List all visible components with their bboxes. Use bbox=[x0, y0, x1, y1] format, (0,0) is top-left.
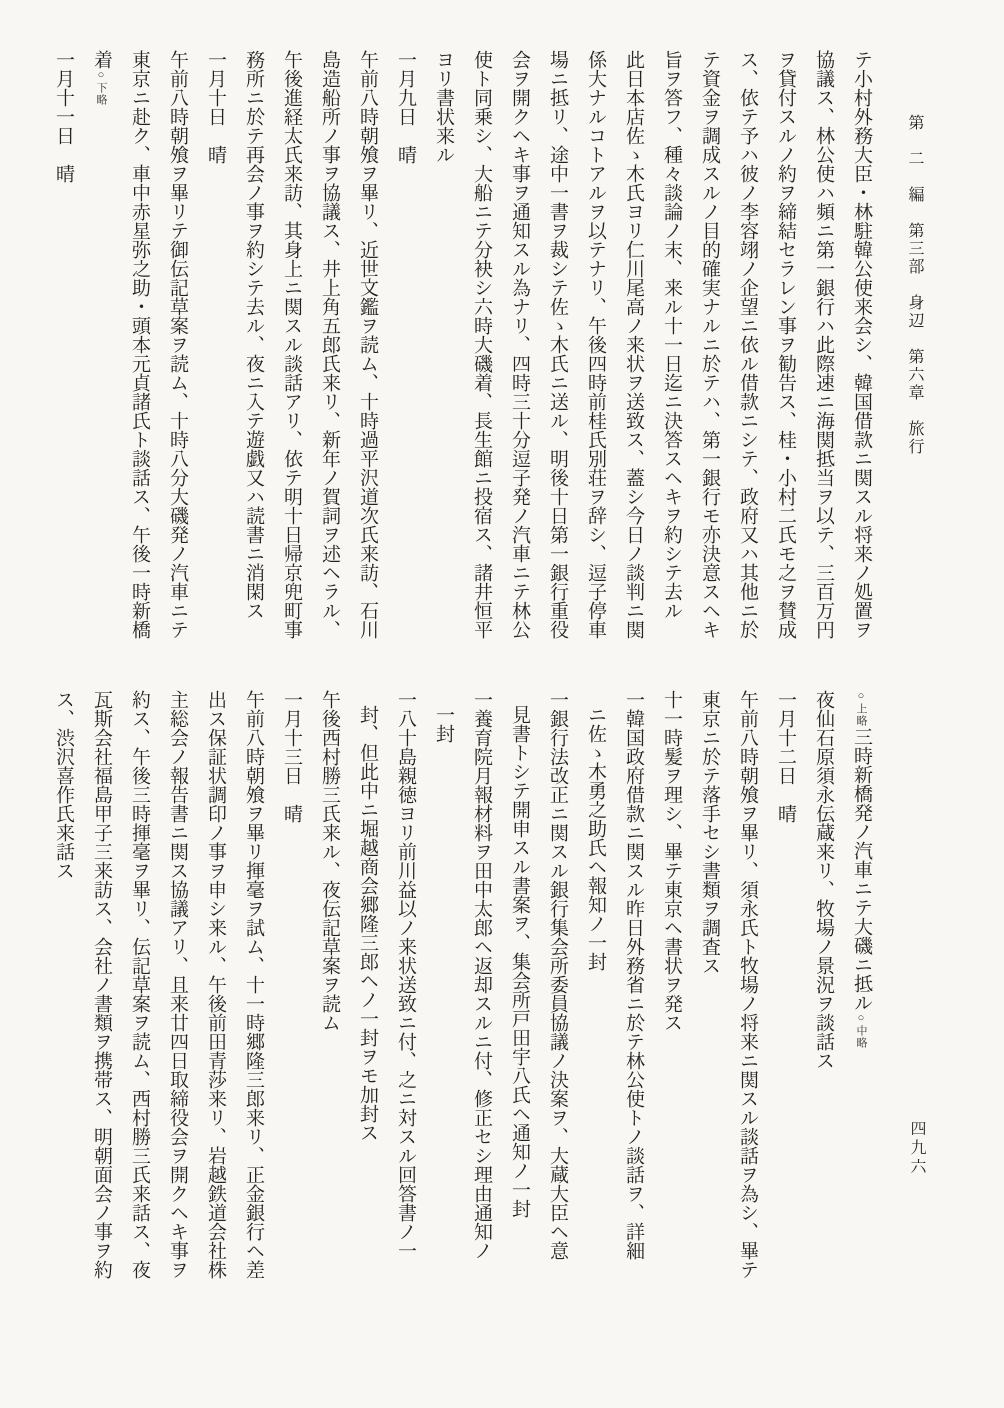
text-column: 午前八時朝飧ヲ畢リ、須永氏ト牧場ノ将来ニ関スル談話ヲ為シ、畢テ bbox=[737, 690, 758, 1279]
text-column: 出ス保証状調印ノ事ヲ申シ来ル、午後前田青莎来リ、岩越鉄道会社株 bbox=[205, 690, 226, 1279]
omission-note-joryaku: ○上略 bbox=[855, 690, 867, 727]
text-column: 此日本店佐ゝ木氏ヨリ仁川尾高ノ来状ヲ送致ス、蓋シ今日ノ談判ニ関 bbox=[623, 50, 644, 639]
text-column: 場ニ抵リ、途中一書ヲ裁シテ佐ゝ木氏ニ送ル、明後十日第一銀行重役 bbox=[547, 50, 568, 639]
text-column: 十一時髪ヲ理シ、畢テ東京ヘ書状ヲ発ス bbox=[661, 690, 682, 1032]
text-column: ヨリ書状来ル bbox=[433, 50, 454, 164]
opening-text: 三時新橋発ノ汽車ニテ大磯ニ抵ル bbox=[851, 727, 872, 1012]
text-column: 係大ナルコトアルヲ以テナリ、午後四時前桂氏別荘ヲ辞シ、逗子停車 bbox=[585, 50, 606, 639]
date-column: 一月十二日 晴 bbox=[775, 690, 796, 823]
text-column: 午後進経太氏来訪、其身上ニ関スル談話アリ、依テ明十日帰京兜町事 bbox=[281, 50, 302, 639]
date-column: 一月十一日 晴 bbox=[53, 50, 74, 183]
list-item-column: 一韓国政府借款ニ関スル昨日外務省ニ於テ林公使トノ談話ヲ、詳細 bbox=[623, 690, 644, 1260]
text-column: 東京ニ於テ落手セシ書類ヲ調査ス bbox=[699, 690, 720, 975]
omission-note-churyaku: ○中略 bbox=[855, 1012, 867, 1049]
text-column: 協議ス、林公使ハ頻ニ第一銀行ハ此際速ニ海関抵当ヲ以テ、三百万円 bbox=[813, 50, 834, 639]
date-column: 一月十三日 晴 bbox=[281, 690, 302, 823]
list-item-continuation: 封、但此中ニ堀越商会郷隆三郎ヘノ一封ヲモ加封ス bbox=[357, 705, 378, 1142]
text-column: 務所ニ於テ再会ノ事ヲ約シテ去ル、夜ニ入テ遊戯又ハ読書ニ消閑ス bbox=[243, 50, 264, 620]
opening-column bbox=[842, 690, 880, 1306]
list-item-continuation: ニ佐ゝ木勇之助氏ヘ報知ノ一封 bbox=[585, 705, 606, 971]
list-item-continuation: 見書トシテ開申スル書案ヲ、集会所戸田宇八氏ヘ通知ノ一封 bbox=[509, 705, 530, 1218]
text-column: テ小村外務大臣・林駐韓公使来会シ、韓国借款ニ関スル将来ノ処置ヲ bbox=[851, 50, 872, 639]
chapter-header: 第 二 編 第三部 身辺 第六章 旅行 bbox=[906, 114, 923, 456]
list-item-column: 一八十島親徳ヨリ前川益以ノ来状送致ニ付、之ニ対スル回答書ノ一 bbox=[395, 690, 416, 1260]
page-number: 四九六 bbox=[908, 1120, 925, 1177]
text-column: 使ト同乗シ、大船ニテ分袂シ六時大磯着、長生館ニ投宿ス、諸井恒平 bbox=[471, 50, 492, 639]
text-column: 旨ヲ答フ、種々談論ノ末、来ル十一日迄ニ決答スヘキヲ約シテ去ル bbox=[661, 50, 682, 620]
list-item-column: 一銀行法改正ニ関スル銀行集会所委員協議ノ決案ヲ、大蔵大臣ヘ意 bbox=[547, 690, 568, 1260]
text-column: 夜仙石原須永伝蔵来リ、牧場ノ景況ヲ談話ス bbox=[813, 690, 834, 1070]
text-column: ヲ貸付スルノ約ヲ締結セラレン事ヲ勧告ス、桂・小村二氏モ之ヲ賛成 bbox=[775, 50, 796, 639]
text-column: 東京ニ赴ク、車中赤星弥之助・頭本元貞諸氏ト談話ス、午後一時新橋 bbox=[129, 50, 150, 639]
text-column: 主総会ノ報告書ニ関ス協議アリ、且来廿四日取締役会ヲ開クヘキ事ヲ bbox=[167, 690, 188, 1279]
diary-lower-band bbox=[40, 690, 880, 1306]
text-column: 瓦斯会社福島甲子三来訪ス、会社ノ書類ヲ携帯ス、明朝面会ノ事ヲ約 bbox=[91, 690, 112, 1279]
text-column: テ資金ヲ調成スルノ目的確実ナルニ於テハ、第一銀行モ亦決意スヘキ bbox=[699, 50, 720, 639]
date-column: 一月九日 晴 bbox=[395, 50, 416, 164]
diary-upper-band bbox=[40, 50, 880, 656]
text-column: ス、依テ予ハ彼ノ李容翊ノ企望ニ依ル借款ニシテ、政府又ハ其他ニ於 bbox=[737, 50, 758, 639]
list-item-continuation: 一封 bbox=[433, 705, 454, 743]
arrival-column bbox=[82, 50, 120, 656]
text-column: 午後西村勝三氏来ル、夜伝記草案ヲ読ム bbox=[319, 690, 340, 1032]
text-column: 午前八時朝飧ヲ畢リ、近世文鑑ヲ読ム、十時過平沢道次氏来訪、石川 bbox=[357, 50, 378, 639]
text-column: 午前八時朝飧ヲ畢リテ御伝記草案ヲ読ム、十時八分大磯発ノ汽車ニテ bbox=[167, 50, 188, 639]
text-column: ス、渋沢喜作氏来話ス bbox=[53, 690, 74, 880]
omission-note-shimoryaku: ○下略 bbox=[95, 69, 107, 106]
list-item-column: 一養育院月報材料ヲ田中太郎ヘ返却スルニ付、修正セシ理由通知ノ bbox=[471, 690, 492, 1260]
arrival-text: 着 bbox=[91, 50, 112, 69]
text-column: 午前八時朝飧ヲ畢リ揮毫ヲ試ム、十一時郷隆三郎来リ、正金銀行ヘ差 bbox=[243, 690, 264, 1279]
text-column: 会ヲ開クヘキ事ヲ通知スル為ナリ、四時三十分逗子発ノ汽車ニテ林公 bbox=[509, 50, 530, 639]
text-column: 約ス、午後三時揮毫ヲ畢リ、伝記草案ヲ読ム、西村勝三氏来話ス、夜 bbox=[129, 690, 150, 1279]
text-column: 島造船所ノ事ヲ協議ス、井上角五郎氏来リ、新年ノ賀詞ヲ述ヘラル、 bbox=[319, 50, 340, 639]
date-column: 一月十日 晴 bbox=[205, 50, 226, 164]
